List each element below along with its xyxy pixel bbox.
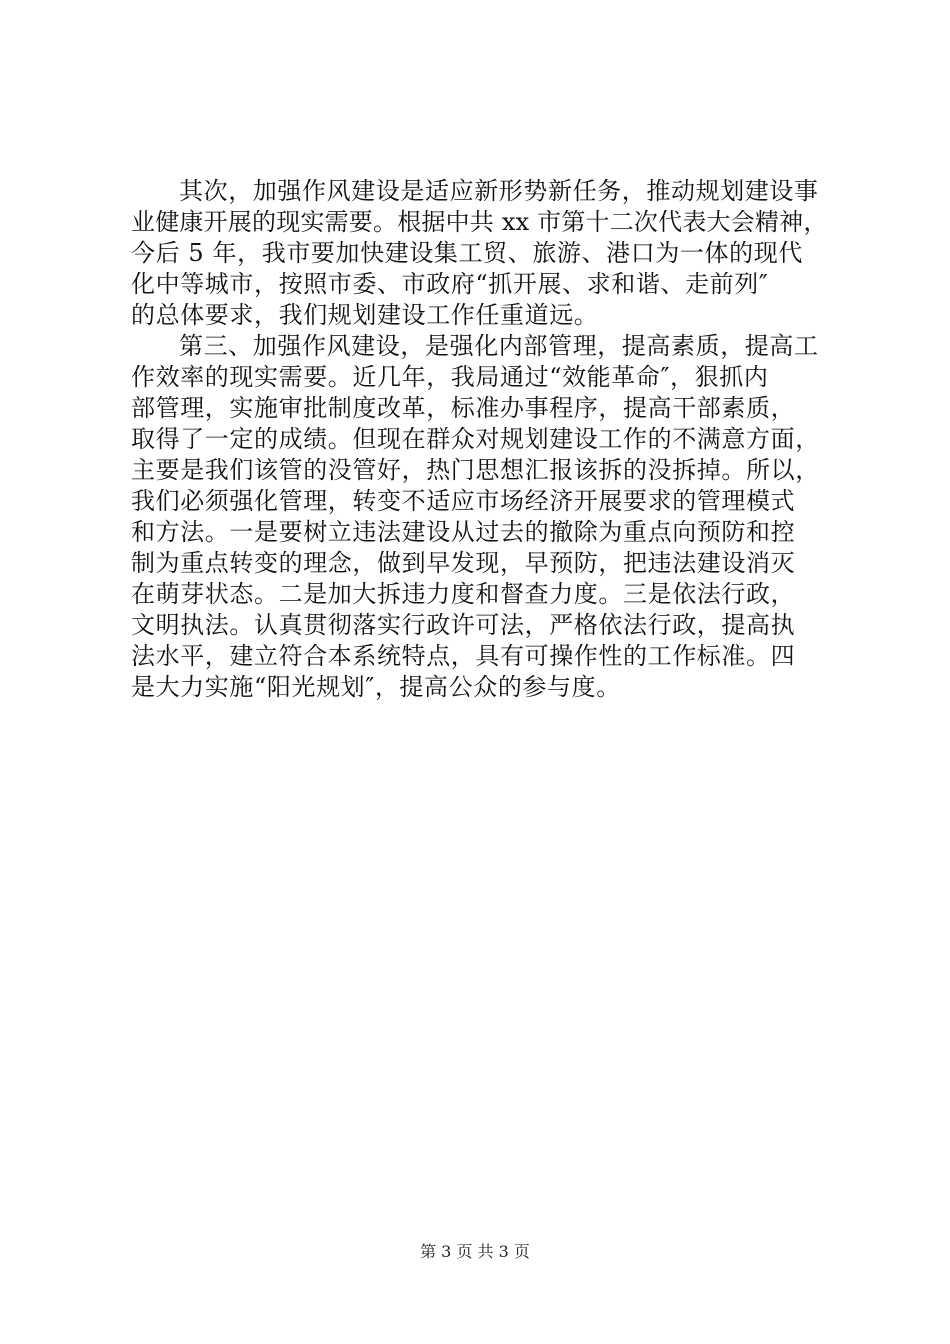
text-line: 在萌芽状态。二是加大拆违力度和督查力度。三是依法行政， — [131, 580, 796, 608]
text-line: 今后 5 年，我市要加快建设集工贸、旅游、港口为一体的现代 — [131, 239, 803, 267]
text-line: 业健康开展的现实需要。根据中共 xx 市第十二次代表大会精神， — [131, 208, 828, 236]
text-line: 制为重点转变的理念，做到早发现，早预防，把违法建设消灭 — [131, 549, 796, 577]
text-line: 主要是我们该管的没管好，热门思想汇报该拆的没拆掉。所以， — [131, 456, 820, 484]
text-line: 第三、加强作风建设，是强化内部管理，提高素质，提高工 — [179, 332, 819, 360]
page-footer — [0, 1242, 950, 1262]
page-number: 第 3 页 共 3 页 — [420, 1242, 530, 1261]
text-line: 法水平，建立符合本系统特点，具有可操作性的工作标准。四 — [131, 642, 796, 670]
text-line: 取得了一定的成绩。但现在群众对规划建设工作的不满意方面， — [131, 425, 820, 453]
paragraph — [131, 176, 831, 331]
text-line: 的总体要求，我们规划建设工作任重道远。 — [131, 301, 599, 329]
text-line: 其次，加强作风建设是适应新形势新任务，推动规划建设事 — [179, 177, 819, 205]
text-line: 是大力实施“阳光规划″，提高公众的参与度。 — [131, 673, 621, 701]
text-line: 我们必须强化管理，转变不适应市场经济开展要求的管理模式 — [131, 487, 796, 515]
text-line: 和方法。一是要树立违法建设从过去的撤除为重点向预防和控 — [131, 518, 796, 546]
text-line: 作效率的现实需要。近几年，我局通过“效能革命″，狠抓内 — [131, 363, 769, 391]
text-line: 化中等城市，按照市委、市政府“抓开展、求和谐、走前列″ — [131, 270, 769, 298]
text-line: 部管理，实施审批制度改革，标准办事程序，提高干部素质， — [131, 394, 796, 422]
text-line: 文明执法。认真贯彻落实行政许可法，严格依法行政，提高执 — [131, 611, 796, 639]
paragraph — [131, 331, 831, 703]
document-body — [131, 176, 831, 703]
